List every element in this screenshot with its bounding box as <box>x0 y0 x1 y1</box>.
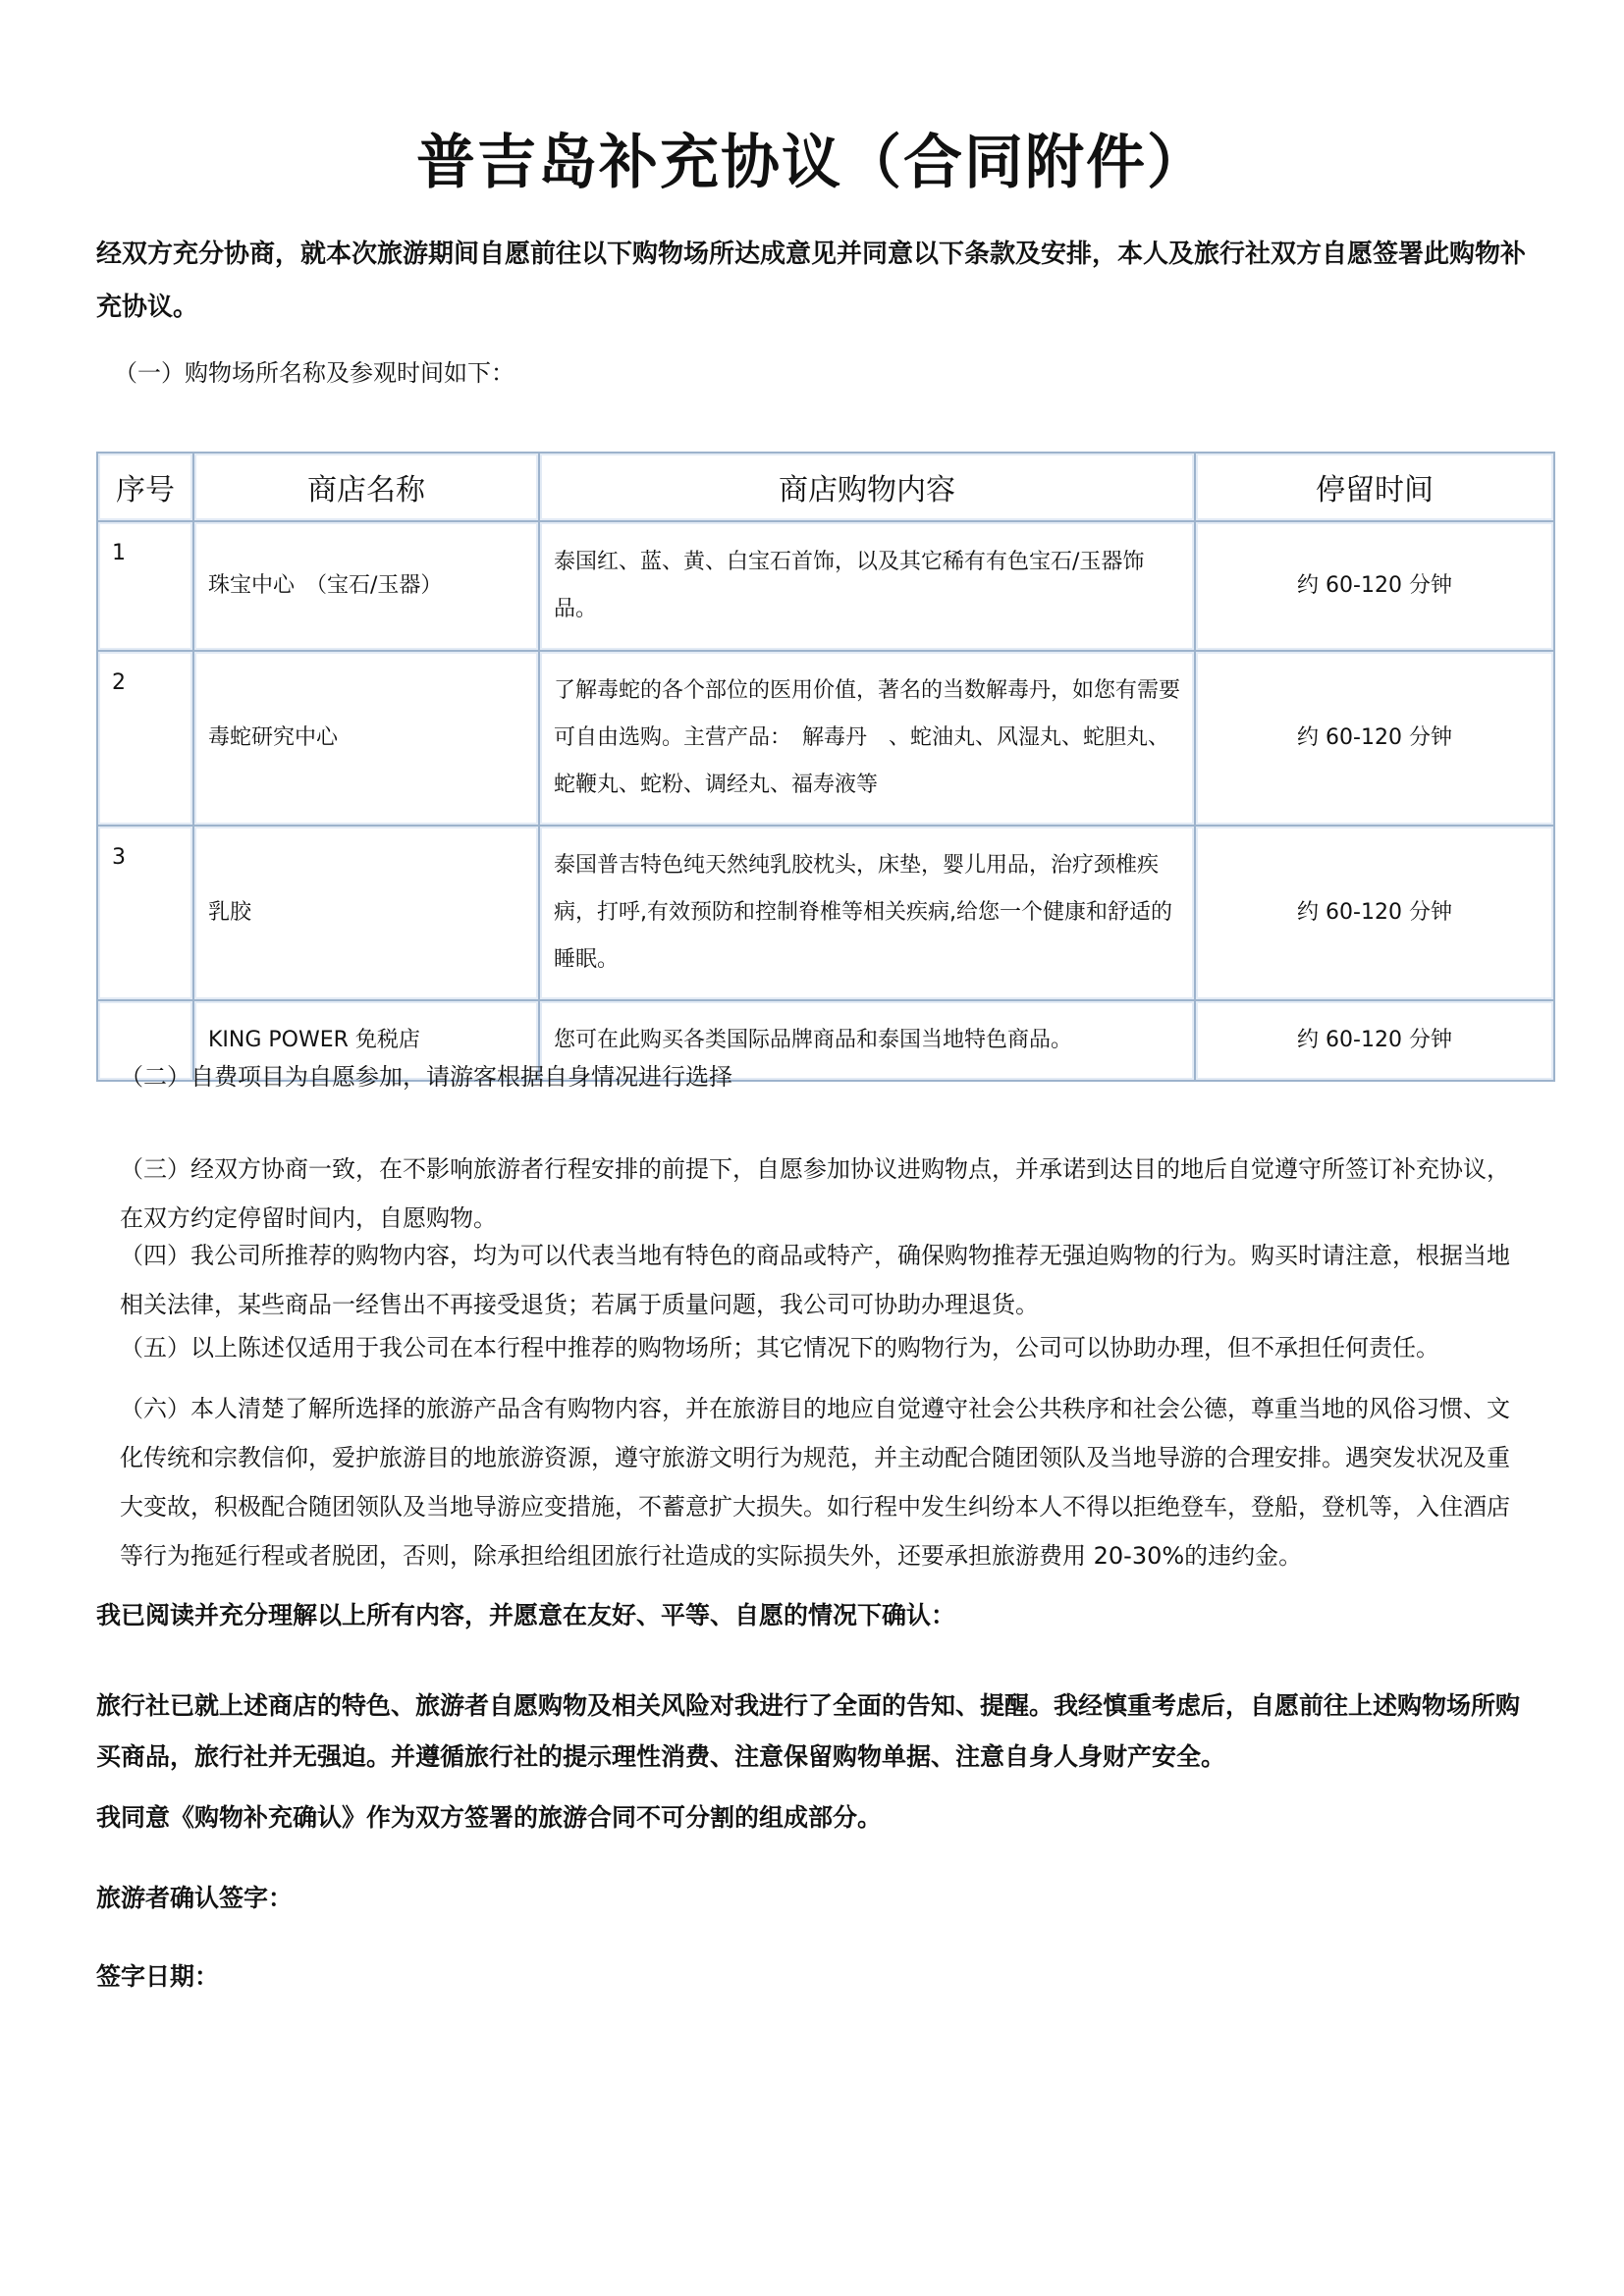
cell-shop-content: 泰国普吉特色纯天然纯乳胶枕头，床垫，婴儿用品，治疗颈椎疾病，打呼,有效预防和控制脊椎等相关疾病,给您一个健康和舒适的睡眠。 <box>539 826 1195 1000</box>
cell-shop-content: 泰国红、蓝、黄、白宝石首饰，以及其它稀有有色宝石/玉器饰品。 <box>539 521 1195 651</box>
document-title: 普吉岛补充协议（合同附件） <box>416 129 1208 197</box>
cell-seq: 2 <box>97 651 193 826</box>
cell-stay-time: 约 60-120 分钟 <box>1195 826 1554 1000</box>
cell-stay-time: 约 60-120 分钟 <box>1195 651 1554 826</box>
section-1-label: （一）购物场所名称及参观时间如下： <box>114 359 514 387</box>
header-shop-name: 商店名称 <box>193 453 539 521</box>
cell-stay-time: 约 60-120 分钟 <box>1195 521 1554 651</box>
confirmation-statement: 我已阅读并充分理解以上所有内容，并愿意在友好、平等、自愿的情况下确认： <box>96 1601 956 1629</box>
cell-shop-name: 毒蛇研究中心 <box>193 651 539 826</box>
table-row <box>97 651 1554 826</box>
intro-paragraph: 经双方充分协商，就本次旅游期间自愿前往以下购物场所达成意见并同意以下条款及安排，本人及旅行社双方自愿签署此购物补充协议。 <box>96 240 1527 322</box>
cell-shop-content: 了解毒蛇的各个部位的医用价值，著名的当数解毒丹，如您有需要可自由选购。主营产品： 解毒丹 、蛇油丸、风湿丸、蛇胆丸、蛇鞭丸、蛇粉、调经丸、福寿液等 <box>539 651 1195 826</box>
header-seq: 序号 <box>97 453 193 521</box>
cell-shop-content: 您可在此购买各类国际品牌商品和泰国当地特色商品。 <box>539 1000 1195 1081</box>
table-row <box>97 826 1554 1000</box>
header-stay-time: 停留时间 <box>1195 453 1554 521</box>
table-row <box>97 521 1554 651</box>
cell-shop-name: 乳胶 <box>193 826 539 1000</box>
signature-date-label: 签字日期： <box>96 1962 220 1991</box>
table-header-row <box>97 453 1554 521</box>
signature-label: 旅游者确认签字： <box>96 1884 294 1912</box>
clause-2: （二）自费项目为自愿参加，请游客根据自身情况进行选择 <box>120 1063 732 1091</box>
clause-3: （三）经双方协商一致，在不影响旅游者行程安排的前提下，自愿参加协议进购物点，并承诺到达目的地后自觉遵守所签订补充协议，在双方约定停留时间内，自愿购物。 <box>120 1155 1510 1232</box>
cell-seq: 3 <box>97 826 193 1000</box>
cell-shop-name: 珠宝中心 （宝石/玉器） <box>193 521 539 651</box>
cell-stay-time: 约 60-120 分钟 <box>1195 1000 1554 1081</box>
header-shop-content: 商店购物内容 <box>539 453 1195 521</box>
confirmation-agreement: 我同意《购物补充确认》作为双方签署的旅游合同不可分割的组成部分。 <box>96 1803 883 1832</box>
cell-shop-name: KING POWER 免税店 <box>193 1000 539 1081</box>
confirmation-notice: 旅行社已就上述商店的特色、旅游者自愿购物及相关风险对我进行了全面的告知、提醒。我经慎重考虑后，自愿前往上述购物场所购买商品，旅行社并无强迫。并遵循旅行社的提示理性消费、注意保留购物单据、注意自身人身财产安全。 <box>96 1691 1521 1771</box>
clause-5: （五）以上陈述仅适用于我公司在本行程中推荐的购物场所；其它情况下的购物行为，公司可以协助办理，但不承担任何责任。 <box>120 1334 1439 1362</box>
shopping-table <box>96 452 1555 1082</box>
clause-4: （四）我公司所推荐的购物内容，均为可以代表当地有特色的商品或特产，确保购物推荐无强迫购物的行为。购买时请注意，根据当地相关法律，某些商品一经售出不再接受退货；若属于质量问题，我公司可协助办理退货。 <box>120 1242 1510 1318</box>
clause-6: （六）本人清楚了解所选择的旅游产品含有购物内容，并在旅游目的地应自觉遵守社会公共秩序和社会公德，尊重当地的风俗习惯、文化传统和宗教信仰，爱护旅游目的地旅游资源，遵守旅游文明行为规范，并主动配合随团领队及当地导游的合理安排。遇突发状况及重大变故，积极配合随团领队及当地导游应变措施，不蓄意扩大损失。如行程中发生纠纷本人不得以拒绝登车，登船，登机等，入住酒店等行为拖延行程或者脱团，否则，除承担给组团旅行社造成的实际损失外，还要承担旅游费用 20-30%的违约金。 <box>120 1395 1510 1570</box>
cell-seq: 1 <box>97 521 193 651</box>
